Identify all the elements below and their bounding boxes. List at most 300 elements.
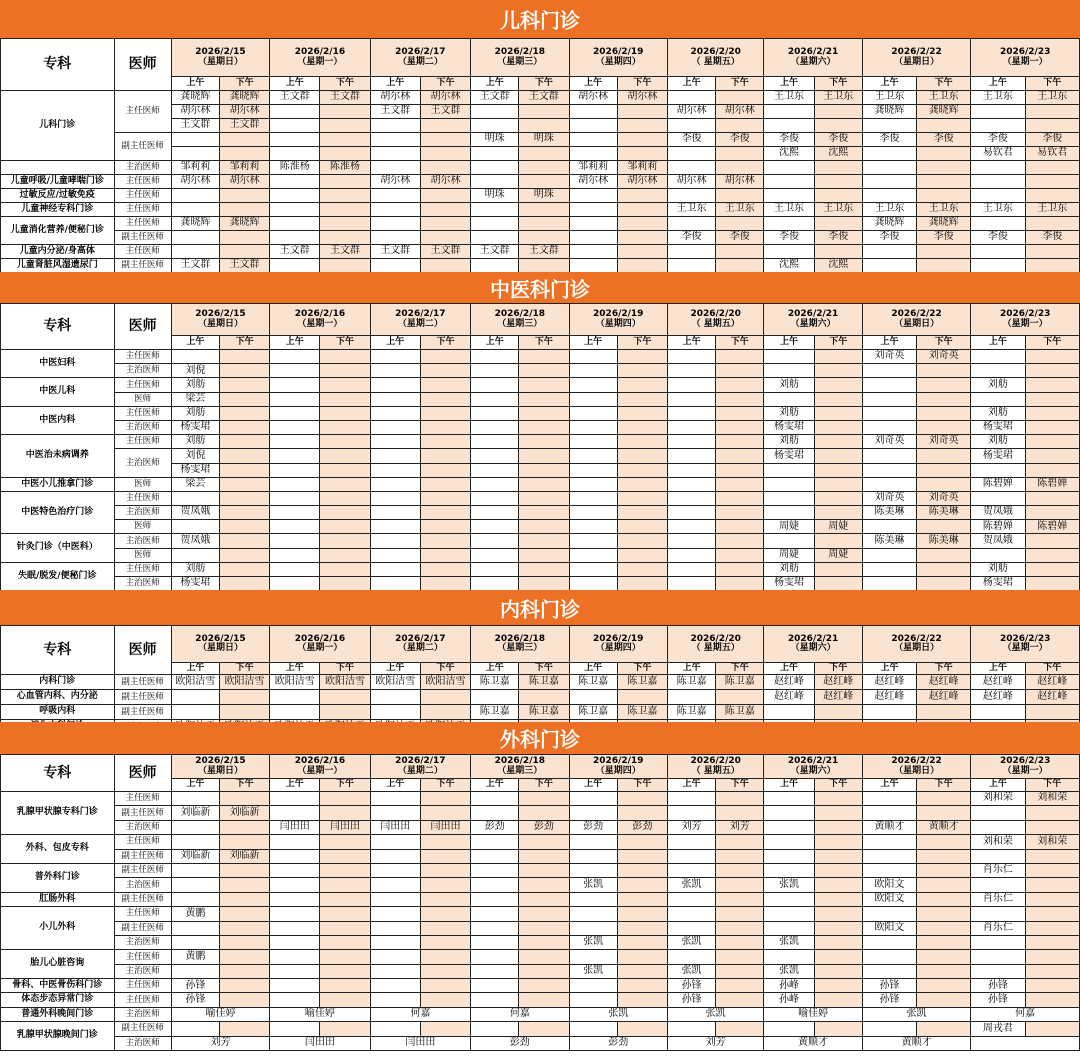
schedule-cell: 杨雯珺 <box>171 420 219 434</box>
schedule-cell <box>814 364 862 378</box>
doctor-title-cell: 医师 <box>114 548 171 562</box>
schedule-cell <box>716 979 764 993</box>
schedule-cell <box>320 259 370 273</box>
schedule-cell <box>270 792 320 806</box>
specialty-header: 专科 <box>1 626 115 675</box>
specialty-cell: 小儿外科 <box>1 907 115 950</box>
date-text: 2026/2/16 <box>294 309 346 320</box>
specialty-cell: 中医小儿推拿门诊 <box>1 477 115 491</box>
schedule-cell <box>219 449 269 463</box>
schedule-cell <box>219 491 269 505</box>
schedule-cell <box>519 435 569 449</box>
date-text: 2026/2/17 <box>395 309 446 320</box>
date-header <box>569 39 667 77</box>
schedule-cell <box>971 950 1025 964</box>
schedule-cell <box>716 189 764 203</box>
schedule-cell <box>617 577 667 591</box>
weekday-text: （星期日） <box>894 56 940 67</box>
schedule-cell: 孙锋 <box>171 993 219 1007</box>
schedule-cell: 王文群 <box>519 245 569 259</box>
schedule-cell: 贺凤娥 <box>171 506 219 520</box>
weekday-text: （星期一） <box>297 56 343 67</box>
table-row <box>1 849 1080 863</box>
schedule-cell <box>716 119 764 133</box>
am-header: 上午 <box>569 77 617 91</box>
schedule-cell <box>716 147 764 161</box>
schedule-cell <box>420 520 470 534</box>
doctor-title-cell: 主任医师 <box>114 91 171 133</box>
schedule-cell <box>862 364 916 378</box>
schedule-cell <box>219 506 269 520</box>
schedule-cell <box>420 993 470 1007</box>
weekday-text: （星期三） <box>497 643 543 653</box>
schedule-cell <box>1025 993 1079 1007</box>
schedule-cell <box>370 935 420 949</box>
schedule-cell: 陈卫嘉 <box>569 675 617 690</box>
schedule-cell: 陈卫嘉 <box>519 675 569 690</box>
table-row <box>1 231 1080 245</box>
schedule-cell <box>219 147 269 161</box>
schedule-cell: 陈卫嘉 <box>716 705 764 720</box>
table-row <box>1 161 1080 175</box>
schedule-cell <box>1025 406 1079 420</box>
schedule-cell <box>270 435 320 449</box>
am-header: 上午 <box>862 663 916 675</box>
schedule-cell <box>171 245 219 259</box>
doctor-title-cell: 副主任医师 <box>114 705 171 720</box>
specialty-cell: 儿童内分泌/身高体 <box>1 245 115 259</box>
schedule-cell <box>320 420 370 434</box>
schedule-cell: 刘奇英 <box>862 491 916 505</box>
schedule-cell: 何嘉 <box>471 1007 569 1021</box>
schedule-cell <box>716 577 764 591</box>
schedule-cell: 陈卫嘉 <box>716 675 764 690</box>
pm-header: 下午 <box>519 336 569 350</box>
schedule-cell <box>171 350 219 364</box>
schedule-cell <box>814 878 862 892</box>
section-title-text: 中医科门诊 <box>490 277 590 301</box>
schedule-cell: 王文群 <box>370 105 420 119</box>
weekday-text: （星期六） <box>790 643 836 653</box>
schedule-cell <box>569 534 617 548</box>
schedule-cell <box>171 133 219 147</box>
schedule-cell: 王卫东 <box>764 91 814 105</box>
schedule-cell <box>270 993 320 1007</box>
date-header <box>370 304 470 336</box>
schedule-cell <box>716 690 764 705</box>
schedule-cell: 胡尔林 <box>171 175 219 189</box>
schedule-cell <box>862 420 916 434</box>
schedule-cell <box>617 420 667 434</box>
date-text: 2026/2/19 <box>593 309 644 320</box>
pm-header: 下午 <box>617 336 667 350</box>
schedule-cell <box>270 548 320 562</box>
table-row <box>1 477 1080 491</box>
schedule-table <box>0 625 1080 735</box>
schedule-cell: 王卫东 <box>716 203 764 217</box>
schedule-cell <box>471 892 519 906</box>
table-row <box>1 378 1080 392</box>
schedule-cell <box>519 806 569 820</box>
schedule-cell <box>764 705 814 720</box>
schedule-cell <box>171 863 219 877</box>
schedule-cell <box>569 245 617 259</box>
schedule-cell <box>219 133 269 147</box>
schedule-cell: 陈碧婵 <box>971 520 1025 534</box>
schedule-cell: 胡尔林 <box>716 175 764 189</box>
schedule-cell <box>814 950 862 964</box>
schedule-cell: 张凯 <box>764 935 814 949</box>
schedule-cell <box>519 921 569 935</box>
pm-header: 下午 <box>617 779 667 792</box>
schedule-cell <box>420 203 470 217</box>
table-row <box>1 259 1080 273</box>
schedule-cell: 李俊 <box>917 231 971 245</box>
schedule-cell <box>171 835 219 849</box>
date-text: 2026/2/22 <box>891 47 942 58</box>
schedule-cell <box>519 175 569 189</box>
schedule-cell <box>569 463 617 477</box>
table-row <box>1 921 1080 935</box>
schedule-cell <box>270 562 320 576</box>
schedule-cell <box>219 835 269 849</box>
schedule-cell <box>270 534 320 548</box>
schedule-cell <box>519 364 569 378</box>
schedule-cell <box>764 364 814 378</box>
schedule-cell <box>270 105 320 119</box>
doctor-title-cell: 主任医师 <box>114 835 171 849</box>
doctor-title-cell: 副主任医师 <box>114 231 171 245</box>
date-header <box>171 626 269 663</box>
schedule-cell <box>569 378 617 392</box>
schedule-cell: 闫田田 <box>370 1036 470 1050</box>
doctor-title-cell: 主治医师 <box>114 506 171 520</box>
schedule-cell <box>270 690 320 705</box>
schedule-cell: 何嘉 <box>370 1007 470 1021</box>
schedule-cell <box>814 921 862 935</box>
schedule-cell: 刘舫 <box>764 562 814 576</box>
doctor-title-cell: 主任医师 <box>114 378 171 392</box>
schedule-cell <box>862 548 916 562</box>
schedule-cell <box>814 175 862 189</box>
schedule-cell <box>1025 245 1079 259</box>
schedule-cell: 欧阳文 <box>862 892 916 906</box>
table-row <box>1 820 1080 834</box>
schedule-cell <box>320 217 370 231</box>
schedule-cell: 王文群 <box>370 245 420 259</box>
schedule-cell <box>270 217 320 231</box>
schedule-cell <box>219 1022 269 1036</box>
schedule-cell: 邹莉莉 <box>569 161 617 175</box>
schedule-cell <box>971 463 1025 477</box>
schedule-cell <box>519 231 569 245</box>
schedule-cell <box>420 935 470 949</box>
table-row <box>1 350 1080 364</box>
schedule-cell <box>370 907 420 921</box>
schedule-cell <box>569 231 617 245</box>
schedule-cell <box>862 562 916 576</box>
schedule-cell: 刘临新 <box>219 849 269 863</box>
schedule-cell <box>971 259 1025 273</box>
schedule-cell: 张凯 <box>667 964 715 978</box>
schedule-cell <box>667 477 715 491</box>
schedule-cell <box>1025 705 1079 720</box>
schedule-cell: 李俊 <box>716 133 764 147</box>
schedule-cell: 胡尔林 <box>569 91 617 105</box>
schedule-cell <box>471 1022 519 1036</box>
schedule-cell: 胡尔林 <box>370 91 420 105</box>
schedule-cell: 胡尔林 <box>219 105 269 119</box>
table-row <box>1 835 1080 849</box>
schedule-cell <box>971 1036 1080 1050</box>
schedule-cell: 张凯 <box>764 878 814 892</box>
schedule-cell: 肖乐仁 <box>971 863 1025 877</box>
schedule-cell <box>764 175 814 189</box>
schedule-cell: 赵红峰 <box>764 690 814 705</box>
schedule-cell: 胡尔林 <box>420 91 470 105</box>
schedule-cell <box>519 863 569 877</box>
schedule-cell <box>814 964 862 978</box>
schedule-cell <box>667 491 715 505</box>
schedule-cell: 龚晓辉 <box>917 217 971 231</box>
pm-header: 下午 <box>320 77 370 91</box>
schedule-cell: 胡尔林 <box>667 175 715 189</box>
schedule-cell <box>320 392 370 406</box>
schedule-cell <box>471 835 519 849</box>
schedule-cell <box>716 921 764 935</box>
schedule-cell <box>764 907 814 921</box>
schedule-cell <box>1025 921 1079 935</box>
schedule-cell: 陈卫嘉 <box>519 705 569 720</box>
schedule-cell <box>814 119 862 133</box>
schedule-cell <box>370 203 420 217</box>
schedule-cell <box>667 406 715 420</box>
schedule-cell <box>320 364 370 378</box>
schedule-cell <box>764 491 814 505</box>
schedule-cell <box>862 835 916 849</box>
schedule-cell <box>370 378 420 392</box>
schedule-cell <box>667 364 715 378</box>
schedule-cell <box>716 548 764 562</box>
schedule-cell: 刘和荣 <box>971 792 1025 806</box>
weekday-text: （ 星期五） <box>691 765 740 776</box>
schedule-cell <box>569 491 617 505</box>
specialty-cell: 乳腺甲状腺专科门诊 <box>1 792 115 835</box>
schedule-cell: 彭劲 <box>617 820 667 834</box>
schedule-cell <box>667 245 715 259</box>
schedule-cell <box>270 491 320 505</box>
schedule-cell <box>764 835 814 849</box>
table-row <box>1 392 1080 406</box>
schedule-cell <box>519 392 569 406</box>
schedule-cell <box>270 863 320 877</box>
schedule-cell <box>370 217 420 231</box>
schedule-cell: 彭劲 <box>519 820 569 834</box>
schedule-cell <box>171 878 219 892</box>
doctor-header: 医师 <box>114 626 171 675</box>
am-header: 上午 <box>370 336 420 350</box>
schedule-cell: 沈熙 <box>764 259 814 273</box>
doctor-title-cell: 主任医师 <box>114 435 171 449</box>
date-header <box>971 755 1080 779</box>
schedule-cell <box>862 705 916 720</box>
schedule-cell <box>219 520 269 534</box>
schedule-cell <box>320 105 370 119</box>
schedule-cell: 刘舫 <box>971 435 1025 449</box>
schedule-cell <box>814 993 862 1007</box>
schedule-cell <box>764 921 814 935</box>
schedule-cell <box>519 378 569 392</box>
date-text: 2026/2/22 <box>891 309 942 320</box>
schedule-cell <box>219 979 269 993</box>
schedule-cell <box>716 1022 764 1036</box>
schedule-cell <box>814 892 862 906</box>
schedule-cell: 龚晓辉 <box>862 217 916 231</box>
schedule-cell <box>716 534 764 548</box>
weekday-text: （星期二） <box>397 318 443 329</box>
schedule-cell <box>971 350 1025 364</box>
date-text: 2026/2/23 <box>999 633 1051 644</box>
schedule-cell <box>971 364 1025 378</box>
pm-header: 下午 <box>814 663 862 675</box>
schedule-cell <box>569 477 617 491</box>
pm-header: 下午 <box>716 663 764 675</box>
schedule-cell <box>1025 534 1079 548</box>
schedule-cell: 赵红峰 <box>1025 675 1079 690</box>
schedule-cell <box>320 979 370 993</box>
pm-header: 下午 <box>814 77 862 91</box>
schedule-cell <box>716 245 764 259</box>
weekday-text: （星期一） <box>1002 318 1048 329</box>
date-header <box>471 39 569 77</box>
table-row <box>1 420 1080 434</box>
schedule-cell <box>862 477 916 491</box>
schedule-cell <box>716 449 764 463</box>
schedule-cell <box>814 350 862 364</box>
doctor-title-cell: 主治医师 <box>114 534 171 548</box>
weekday-text: （星期一） <box>1002 56 1048 67</box>
schedule-cell <box>971 217 1025 231</box>
doctor-title-cell: 副主任医师 <box>114 921 171 935</box>
date-header <box>764 755 862 779</box>
schedule-cell <box>862 1022 916 1036</box>
schedule-cell: 陈美琳 <box>917 534 971 548</box>
schedule-cell: 王卫东 <box>917 91 971 105</box>
schedule-cell <box>862 392 916 406</box>
schedule-cell <box>471 119 519 133</box>
schedule-cell <box>219 378 269 392</box>
schedule-cell <box>1025 964 1079 978</box>
schedule-cell <box>667 119 715 133</box>
schedule-cell: 刘倪 <box>171 364 219 378</box>
doctor-title-cell: 主治医师 <box>114 878 171 892</box>
table-row <box>1 792 1080 806</box>
am-header: 上午 <box>471 779 519 792</box>
schedule-cell <box>1025 435 1079 449</box>
schedule-cell <box>716 892 764 906</box>
schedule-cell <box>270 449 320 463</box>
date-header <box>370 626 470 663</box>
schedule-cell <box>370 435 420 449</box>
schedule-cell <box>917 907 971 921</box>
schedule-cell <box>667 792 715 806</box>
am-header: 上午 <box>171 779 219 792</box>
schedule-cell <box>667 950 715 964</box>
schedule-cell: 彭劲 <box>569 1036 667 1050</box>
schedule-cell <box>617 463 667 477</box>
schedule-cell <box>667 463 715 477</box>
schedule-cell <box>617 105 667 119</box>
doctor-title-cell: 主任医师 <box>114 491 171 505</box>
doctor-title-cell: 医师 <box>114 477 171 491</box>
schedule-cell <box>171 820 219 834</box>
date-text: 2026/2/19 <box>593 756 644 767</box>
schedule-cell: 欧阳洁雪 <box>420 675 470 690</box>
schedule-cell <box>219 245 269 259</box>
schedule-cell <box>569 133 617 147</box>
am-header: 上午 <box>764 336 814 350</box>
date-text: 2026/2/18 <box>494 47 546 58</box>
schedule-cell <box>320 849 370 863</box>
schedule-cell: 张凯 <box>569 878 617 892</box>
schedule-cell <box>667 892 715 906</box>
schedule-cell <box>320 950 370 964</box>
doctor-title-cell: 主任医师 <box>114 993 171 1007</box>
schedule-cell: 王文群 <box>471 245 519 259</box>
schedule-cell <box>1025 979 1079 993</box>
schedule-cell <box>716 491 764 505</box>
pm-header: 下午 <box>716 779 764 792</box>
doctor-title-cell: 副主任医师 <box>114 863 171 877</box>
schedule-cell <box>917 1022 971 1036</box>
schedule-cell <box>219 935 269 949</box>
am-header: 上午 <box>862 77 916 91</box>
schedule-cell <box>370 364 420 378</box>
doctor-title-cell: 主治医师 <box>114 161 171 175</box>
schedule-cell: 易钦君 <box>971 147 1025 161</box>
schedule-cell <box>716 849 764 863</box>
header-row <box>1 755 1080 779</box>
header-row <box>1 304 1080 336</box>
schedule-cell <box>370 420 420 434</box>
pm-header: 下午 <box>519 77 569 91</box>
schedule-cell: 王文群 <box>420 245 470 259</box>
am-header: 上午 <box>569 336 617 350</box>
doctor-title-cell: 主治医师 <box>114 364 171 378</box>
schedule-cell: 孙锋 <box>667 979 715 993</box>
schedule-cell <box>219 690 269 705</box>
schedule-cell <box>917 562 971 576</box>
schedule-cell <box>862 520 916 534</box>
pm-header: 下午 <box>1025 779 1079 792</box>
schedule-cell <box>716 259 764 273</box>
schedule-cell <box>420 231 470 245</box>
doctor-title-cell: 主任医师 <box>114 562 171 576</box>
specialty-cell: 肛肠外科 <box>1 892 115 906</box>
specialty-cell: 中医妇科 <box>1 350 115 378</box>
section-title <box>0 272 1080 303</box>
schedule-cell <box>471 806 519 820</box>
schedule-cell <box>270 964 320 978</box>
schedule-cell <box>270 231 320 245</box>
schedule-cell <box>270 477 320 491</box>
schedule-cell <box>1025 806 1079 820</box>
schedule-cell <box>519 950 569 964</box>
schedule-cell: 梁芸 <box>171 477 219 491</box>
pm-header: 下午 <box>716 77 764 91</box>
header-row <box>1 39 1080 77</box>
schedule-cell <box>519 217 569 231</box>
